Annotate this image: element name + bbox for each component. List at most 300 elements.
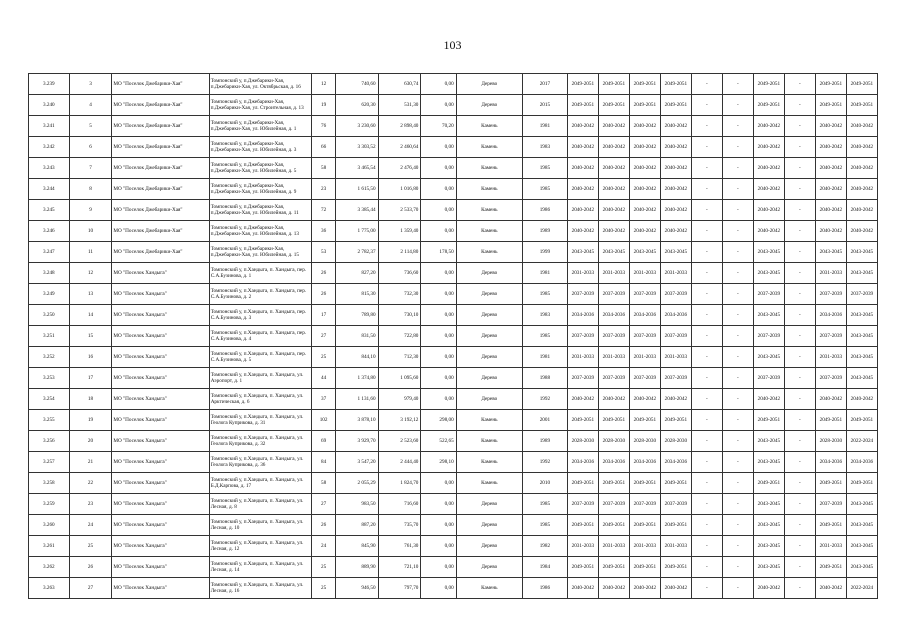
cell-apartments: 84 bbox=[312, 452, 336, 473]
cell-municipality: МО "Поселок Хандыга" bbox=[112, 578, 209, 599]
cell-work-9: 2031-2033 bbox=[815, 536, 846, 557]
cell-municipality: МО "Поселок Хандыга" bbox=[112, 473, 209, 494]
cell-work-6: - bbox=[722, 431, 753, 452]
cell-work-7: 2040-2042 bbox=[753, 578, 784, 599]
cell-work-8: - bbox=[784, 494, 815, 515]
cell-apartments: 37 bbox=[312, 389, 336, 410]
cell-work-4: 2037-2039 bbox=[660, 326, 691, 347]
cell-work-8: - bbox=[784, 452, 815, 473]
cell-work-1: 2049-2051 bbox=[567, 95, 598, 116]
cell-living-area: 1 824,70 bbox=[378, 473, 421, 494]
cell-year-built: 1985 bbox=[522, 515, 567, 536]
cell-municipality: МО "Поселок Хандыга" bbox=[112, 347, 209, 368]
cell-work-8: - bbox=[784, 200, 815, 221]
cell-work-10: 2043-2045 bbox=[846, 536, 877, 557]
cell-work-9: 2034-2036 bbox=[815, 305, 846, 326]
cell-wall-material: Камень bbox=[456, 410, 522, 431]
cell-work-9: 2040-2042 bbox=[815, 116, 846, 137]
cell-apartments: 69 bbox=[312, 431, 336, 452]
cell-year-built: 2015 bbox=[522, 95, 567, 116]
cell-work-5: - bbox=[691, 284, 722, 305]
cell-work-6: - bbox=[722, 200, 753, 221]
cell-row-number: 25 bbox=[69, 536, 112, 557]
table-row bbox=[29, 116, 878, 137]
cell-address: Томпонский у, п.Хандыга, п. Хандыга, пер. С.А.Бузинова, д. 2 bbox=[209, 284, 312, 305]
cell-work-8: - bbox=[784, 431, 815, 452]
cell-work-4: 2031-2033 bbox=[660, 536, 691, 557]
cell-living-area: 716,60 bbox=[378, 494, 421, 515]
cell-work-1: 2037-2039 bbox=[567, 494, 598, 515]
cell-work-2: 2028-2030 bbox=[598, 431, 629, 452]
cell-row-id: 3.260 bbox=[29, 515, 70, 536]
cell-row-id: 3.249 bbox=[29, 284, 70, 305]
cell-row-number: 20 bbox=[69, 431, 112, 452]
cell-nonresidential-area: 0,00 bbox=[421, 494, 456, 515]
cell-work-3: 2049-2051 bbox=[629, 410, 660, 431]
cell-work-1: 2040-2042 bbox=[567, 116, 598, 137]
cell-nonresidential-area: 70,20 bbox=[421, 116, 456, 137]
cell-apartments: 72 bbox=[312, 200, 336, 221]
cell-wall-material: Дерево bbox=[456, 557, 522, 578]
cell-work-2: 2034-2036 bbox=[598, 305, 629, 326]
cell-apartments: 36 bbox=[312, 221, 336, 242]
cell-row-number: 26 bbox=[69, 557, 112, 578]
cell-apartments: 12 bbox=[312, 74, 336, 95]
cell-work-7: 2043-2045 bbox=[753, 494, 784, 515]
cell-work-9: 2043-2045 bbox=[815, 242, 846, 263]
cell-work-3: 2040-2042 bbox=[629, 200, 660, 221]
cell-work-2: 2040-2042 bbox=[598, 179, 629, 200]
cell-work-4: 2034-2036 bbox=[660, 452, 691, 473]
cell-work-7: 2043-2045 bbox=[753, 515, 784, 536]
cell-work-9: 2037-2039 bbox=[815, 284, 846, 305]
cell-work-4: 2037-2039 bbox=[660, 368, 691, 389]
cell-apartments: 25 bbox=[312, 578, 336, 599]
cell-municipality: МО "Поселок Хандыга" bbox=[112, 536, 209, 557]
cell-living-area: 2 460,64 bbox=[378, 137, 421, 158]
cell-address: Томпонский у, п.Хандыга, п. Хандыга, ул. Геолога Куприкова, д. 31 bbox=[209, 410, 312, 431]
cell-wall-material: Дерево bbox=[456, 536, 522, 557]
cell-work-9: 2037-2039 bbox=[815, 368, 846, 389]
cell-work-2: 2049-2051 bbox=[598, 74, 629, 95]
cell-living-area: 736,60 bbox=[378, 263, 421, 284]
cell-work-2: 2040-2042 bbox=[598, 389, 629, 410]
page-number: 103 bbox=[443, 38, 462, 52]
cell-total-area: 827,20 bbox=[335, 263, 378, 284]
cell-nonresidential-area: 0,00 bbox=[421, 95, 456, 116]
cell-address: Томпонский у, п.Джебарики-Хая, п.Джебарики-Хая, ул. Юбилейная, д. 9 bbox=[209, 179, 312, 200]
cell-wall-material: Камень bbox=[456, 473, 522, 494]
cell-work-7: 2040-2042 bbox=[753, 200, 784, 221]
cell-work-5: - bbox=[691, 326, 722, 347]
cell-work-4: 2049-2051 bbox=[660, 557, 691, 578]
cell-work-3: 2040-2042 bbox=[629, 137, 660, 158]
cell-apartments: 24 bbox=[312, 536, 336, 557]
cell-wall-material: Камень bbox=[456, 116, 522, 137]
cell-wall-material: Камень bbox=[456, 158, 522, 179]
cell-nonresidential-area: 0,00 bbox=[421, 263, 456, 284]
cell-work-8: - bbox=[784, 578, 815, 599]
cell-work-3: 2043-2045 bbox=[629, 242, 660, 263]
cell-year-built: 1985 bbox=[522, 179, 567, 200]
cell-work-8: - bbox=[784, 368, 815, 389]
cell-work-6: - bbox=[722, 347, 753, 368]
cell-work-10: 2049-2051 bbox=[846, 74, 877, 95]
cell-work-3: 2040-2042 bbox=[629, 389, 660, 410]
cell-work-5: - bbox=[691, 410, 722, 431]
cell-work-7: 2043-2045 bbox=[753, 242, 784, 263]
cell-apartments: 17 bbox=[312, 305, 336, 326]
cell-nonresidential-area: 0,00 bbox=[421, 326, 456, 347]
cell-work-4: 2040-2042 bbox=[660, 200, 691, 221]
cell-work-9: 2037-2039 bbox=[815, 494, 846, 515]
cell-nonresidential-area: 298,00 bbox=[421, 410, 456, 431]
cell-work-7: 2043-2045 bbox=[753, 305, 784, 326]
cell-address: Томпонский у, п.Джебарики-Хая, п.Джебарики-Хая, ул. Юбилейная, д. 11 bbox=[209, 200, 312, 221]
cell-wall-material: Дерево bbox=[456, 368, 522, 389]
cell-work-5: - bbox=[691, 431, 722, 452]
cell-work-6: - bbox=[722, 221, 753, 242]
cell-work-10: 2040-2042 bbox=[846, 221, 877, 242]
cell-row-id: 3.261 bbox=[29, 536, 70, 557]
table-row bbox=[29, 242, 878, 263]
cell-work-1: 2040-2042 bbox=[567, 200, 598, 221]
cell-total-area: 2 055,29 bbox=[335, 473, 378, 494]
cell-work-9: 2040-2042 bbox=[815, 137, 846, 158]
cell-wall-material: Дерево bbox=[456, 263, 522, 284]
cell-total-area: 1 775,00 bbox=[335, 221, 378, 242]
cell-apartments: 76 bbox=[312, 116, 336, 137]
cell-work-10: 2043-2045 bbox=[846, 368, 877, 389]
table-row bbox=[29, 95, 878, 116]
cell-total-area: 815,30 bbox=[335, 284, 378, 305]
cell-address: Томпонский у, п.Джебарики-Хая, п.Джебарики-Хая, ул. Строительная, д. 13 bbox=[209, 95, 312, 116]
cell-total-area: 3 929,70 bbox=[335, 431, 378, 452]
cell-row-number: 6 bbox=[69, 137, 112, 158]
cell-work-4: 2040-2042 bbox=[660, 137, 691, 158]
cell-work-9: 2049-2051 bbox=[815, 557, 846, 578]
cell-work-1: 2040-2042 bbox=[567, 578, 598, 599]
cell-row-id: 3.252 bbox=[29, 347, 70, 368]
cell-address: Томпонский у, п.Хандыга, п. Хандыга, ул. Геолога Куприкова, д. 36 bbox=[209, 452, 312, 473]
cell-row-id: 3.242 bbox=[29, 137, 70, 158]
cell-work-4: 2034-2036 bbox=[660, 305, 691, 326]
table-row bbox=[29, 452, 878, 473]
cell-wall-material: Камень bbox=[456, 452, 522, 473]
cell-nonresidential-area: 522,65 bbox=[421, 431, 456, 452]
cell-work-4: 2040-2042 bbox=[660, 158, 691, 179]
cell-row-id: 3.251 bbox=[29, 326, 70, 347]
cell-total-area: 740,60 bbox=[335, 74, 378, 95]
cell-row-number: 5 bbox=[69, 116, 112, 137]
cell-municipality: МО "Поселок Хандыга" bbox=[112, 515, 209, 536]
cell-work-5: - bbox=[691, 347, 722, 368]
cell-address: Томпонский у, п.Хандыга, п. Хандыга, ул. Лесная, д. 8 bbox=[209, 494, 312, 515]
cell-work-5: - bbox=[691, 242, 722, 263]
cell-work-5: - bbox=[691, 137, 722, 158]
table-row bbox=[29, 557, 878, 578]
cell-work-6: - bbox=[722, 326, 753, 347]
cell-year-built: 2010 bbox=[522, 473, 567, 494]
cell-nonresidential-area: 0,00 bbox=[421, 284, 456, 305]
cell-work-10: 2049-2051 bbox=[846, 410, 877, 431]
cell-work-5: - bbox=[691, 221, 722, 242]
cell-work-8: - bbox=[784, 263, 815, 284]
cell-row-id: 3.239 bbox=[29, 74, 70, 95]
cell-row-number: 12 bbox=[69, 263, 112, 284]
cell-row-number: 3 bbox=[69, 74, 112, 95]
cell-municipality: МО "Поселок Хандыга" bbox=[112, 389, 209, 410]
cell-work-5: - bbox=[691, 305, 722, 326]
cell-year-built: 1992 bbox=[522, 452, 567, 473]
cell-year-built: 2001 bbox=[522, 410, 567, 431]
cell-municipality: МО "Поселок Хандыга" bbox=[112, 452, 209, 473]
cell-work-1: 2037-2039 bbox=[567, 284, 598, 305]
table-row bbox=[29, 305, 878, 326]
cell-work-5: - bbox=[691, 473, 722, 494]
cell-work-5: - bbox=[691, 263, 722, 284]
cell-year-built: 1981 bbox=[522, 116, 567, 137]
cell-nonresidential-area: 0,00 bbox=[421, 536, 456, 557]
cell-total-area: 3 385,44 bbox=[335, 200, 378, 221]
cell-work-4: 2049-2051 bbox=[660, 515, 691, 536]
cell-row-number: 9 bbox=[69, 200, 112, 221]
cell-work-7: 2043-2045 bbox=[753, 557, 784, 578]
cell-living-area: 1 095,60 bbox=[378, 368, 421, 389]
cell-work-3: 2049-2051 bbox=[629, 473, 660, 494]
cell-work-2: 2037-2039 bbox=[598, 494, 629, 515]
cell-nonresidential-area: 0,00 bbox=[421, 473, 456, 494]
cell-municipality: МО "Поселок Хандыга" bbox=[112, 284, 209, 305]
cell-work-10: 2022-2024 bbox=[846, 578, 877, 599]
cell-work-3: 2037-2039 bbox=[629, 368, 660, 389]
cell-work-4: 2037-2039 bbox=[660, 284, 691, 305]
cell-work-2: 2031-2033 bbox=[598, 263, 629, 284]
cell-work-1: 2037-2039 bbox=[567, 326, 598, 347]
cell-wall-material: Дерево bbox=[456, 347, 522, 368]
cell-apartments: 25 bbox=[312, 347, 336, 368]
cell-row-number: 19 bbox=[69, 410, 112, 431]
cell-work-6: - bbox=[722, 263, 753, 284]
cell-work-3: 2040-2042 bbox=[629, 578, 660, 599]
cell-work-9: 2049-2051 bbox=[815, 410, 846, 431]
cell-row-id: 3.241 bbox=[29, 116, 70, 137]
cell-year-built: 1984 bbox=[522, 557, 567, 578]
cell-row-id: 3.263 bbox=[29, 578, 70, 599]
cell-total-area: 831,50 bbox=[335, 326, 378, 347]
cell-work-4: 2049-2051 bbox=[660, 95, 691, 116]
cell-apartments: 27 bbox=[312, 326, 336, 347]
cell-living-area: 797,70 bbox=[378, 578, 421, 599]
cell-work-3: 2049-2051 bbox=[629, 74, 660, 95]
cell-year-built: 1985 bbox=[522, 326, 567, 347]
cell-nonresidential-area: 0,00 bbox=[421, 74, 456, 95]
cell-work-4: 2049-2051 bbox=[660, 473, 691, 494]
cell-work-3: 2031-2033 bbox=[629, 347, 660, 368]
cell-year-built: 1985 bbox=[522, 158, 567, 179]
cell-work-10: 2022-2024 bbox=[846, 431, 877, 452]
cell-work-3: 2034-2036 bbox=[629, 305, 660, 326]
cell-work-5: - bbox=[691, 179, 722, 200]
cell-address: Томпонский у, п.Хандыга, п. Хандыга, ул. Б.Д.Карпова, д. 17 bbox=[209, 473, 312, 494]
cell-work-9: 2031-2033 bbox=[815, 263, 846, 284]
table-row bbox=[29, 284, 878, 305]
table-row bbox=[29, 200, 878, 221]
cell-work-2: 2040-2042 bbox=[598, 578, 629, 599]
cell-nonresidential-area: 178,50 bbox=[421, 242, 456, 263]
cell-work-1: 2049-2051 bbox=[567, 74, 598, 95]
table-row bbox=[29, 473, 878, 494]
cell-work-7: 2037-2039 bbox=[753, 284, 784, 305]
cell-year-built: 1983 bbox=[522, 137, 567, 158]
cell-row-id: 3.255 bbox=[29, 410, 70, 431]
cell-nonresidential-area: 0,00 bbox=[421, 179, 456, 200]
cell-year-built: 1981 bbox=[522, 347, 567, 368]
cell-living-area: 531,30 bbox=[378, 95, 421, 116]
cell-municipality: МО "Поселок Джебарики-Хая" bbox=[112, 74, 209, 95]
cell-living-area: 3 192,12 bbox=[378, 410, 421, 431]
cell-address: Томпонский у, п.Джебарики-Хая, п.Джебарики-Хая, ул. Юбилейная, д. 13 bbox=[209, 221, 312, 242]
cell-work-10: 2043-2045 bbox=[846, 242, 877, 263]
cell-nonresidential-area: 0,00 bbox=[421, 389, 456, 410]
cell-nonresidential-area: 0,00 bbox=[421, 137, 456, 158]
cell-work-3: 2037-2039 bbox=[629, 326, 660, 347]
cell-work-2: 2040-2042 bbox=[598, 158, 629, 179]
cell-work-7: 2049-2051 bbox=[753, 410, 784, 431]
cell-work-4: 2049-2051 bbox=[660, 410, 691, 431]
cell-work-9: 2040-2042 bbox=[815, 389, 846, 410]
cell-work-9: 2040-2042 bbox=[815, 221, 846, 242]
cell-work-1: 2049-2051 bbox=[567, 557, 598, 578]
table-row bbox=[29, 221, 878, 242]
cell-work-1: 2034-2036 bbox=[567, 305, 598, 326]
cell-wall-material: Дерево bbox=[456, 284, 522, 305]
cell-apartments: 26 bbox=[312, 284, 336, 305]
cell-nonresidential-area: 0,00 bbox=[421, 200, 456, 221]
cell-municipality: МО "Поселок Хандыга" bbox=[112, 431, 209, 452]
cell-row-number: 16 bbox=[69, 347, 112, 368]
cell-row-id: 3.259 bbox=[29, 494, 70, 515]
table-row bbox=[29, 410, 878, 431]
cell-work-6: - bbox=[722, 494, 753, 515]
cell-address: Томпонский у, п.Джебарики-Хая, п.Джебарики-Хая, ул. Юбилейная, д. 5 bbox=[209, 158, 312, 179]
cell-living-area: 2 476,40 bbox=[378, 158, 421, 179]
cell-row-id: 3.247 bbox=[29, 242, 70, 263]
cell-year-built: 1986 bbox=[522, 200, 567, 221]
cell-living-area: 979,40 bbox=[378, 389, 421, 410]
cell-work-5: - bbox=[691, 578, 722, 599]
cell-work-3: 2040-2042 bbox=[629, 116, 660, 137]
cell-total-area: 3 547,20 bbox=[335, 452, 378, 473]
cell-nonresidential-area: 0,00 bbox=[421, 368, 456, 389]
cell-address: Томпонский у, п.Хандыга, п. Хандыга, пер. С.А.Бузинова, д. 1 bbox=[209, 263, 312, 284]
table-row bbox=[29, 137, 878, 158]
cell-year-built: 1986 bbox=[522, 578, 567, 599]
table-row bbox=[29, 494, 878, 515]
cell-work-2: 2049-2051 bbox=[598, 410, 629, 431]
cell-total-area: 3 230,60 bbox=[335, 116, 378, 137]
cell-work-6: - bbox=[722, 410, 753, 431]
cell-work-10: 2034-2036 bbox=[846, 452, 877, 473]
cell-work-8: - bbox=[784, 389, 815, 410]
cell-work-2: 2049-2051 bbox=[598, 557, 629, 578]
cell-work-10: 2043-2045 bbox=[846, 326, 877, 347]
cell-work-6: - bbox=[722, 137, 753, 158]
cell-work-1: 2049-2051 bbox=[567, 515, 598, 536]
cell-nonresidential-area: 0,00 bbox=[421, 515, 456, 536]
cell-year-built: 1982 bbox=[522, 536, 567, 557]
cell-work-10: 2040-2042 bbox=[846, 158, 877, 179]
cell-municipality: МО "Поселок Хандыга" bbox=[112, 368, 209, 389]
cell-work-3: 2034-2036 bbox=[629, 452, 660, 473]
cell-work-1: 2040-2042 bbox=[567, 389, 598, 410]
cell-row-id: 3.250 bbox=[29, 305, 70, 326]
cell-work-10: 2040-2042 bbox=[846, 389, 877, 410]
cell-address: Томпонский у, п.Хандыга, п. Хандыга, ул. Аэропорт, д. 1 bbox=[209, 368, 312, 389]
cell-work-2: 2043-2045 bbox=[598, 242, 629, 263]
table-row bbox=[29, 515, 878, 536]
cell-municipality: МО "Поселок Джебарики-Хая" bbox=[112, 95, 209, 116]
cell-work-7: 2040-2042 bbox=[753, 221, 784, 242]
cell-total-area: 3 465,54 bbox=[335, 158, 378, 179]
cell-apartments: 26 bbox=[312, 263, 336, 284]
cell-work-2: 2040-2042 bbox=[598, 116, 629, 137]
cell-row-id: 3.256 bbox=[29, 431, 70, 452]
cell-work-8: - bbox=[784, 158, 815, 179]
cell-total-area: 887,20 bbox=[335, 515, 378, 536]
cell-total-area: 844,10 bbox=[335, 347, 378, 368]
cell-row-id: 3.245 bbox=[29, 200, 70, 221]
cell-municipality: МО "Поселок Джебарики-Хая" bbox=[112, 158, 209, 179]
cell-row-id: 3.257 bbox=[29, 452, 70, 473]
cell-address: Томпонский у, п.Хандыга, п. Хандыга, ул. Лесная, д. 12 bbox=[209, 536, 312, 557]
cell-municipality: МО "Поселок Хандыга" bbox=[112, 410, 209, 431]
table-row bbox=[29, 368, 878, 389]
cell-work-1: 2049-2051 bbox=[567, 473, 598, 494]
cell-work-10: 2040-2042 bbox=[846, 116, 877, 137]
cell-row-number: 8 bbox=[69, 179, 112, 200]
cell-work-6: - bbox=[722, 74, 753, 95]
cell-work-3: 2049-2051 bbox=[629, 515, 660, 536]
cell-work-4: 2040-2042 bbox=[660, 578, 691, 599]
cell-municipality: МО "Поселок Хандыга" bbox=[112, 326, 209, 347]
cell-apartments: 58 bbox=[312, 158, 336, 179]
cell-total-area: 1 374,80 bbox=[335, 368, 378, 389]
cell-living-area: 712,30 bbox=[378, 347, 421, 368]
cell-work-6: - bbox=[722, 578, 753, 599]
cell-municipality: МО "Поселок Джебарики-Хая" bbox=[112, 137, 209, 158]
cell-work-4: 2040-2042 bbox=[660, 179, 691, 200]
cell-work-6: - bbox=[722, 158, 753, 179]
table-row bbox=[29, 263, 878, 284]
cell-total-area: 2 782,37 bbox=[335, 242, 378, 263]
cell-address: Томпонский у, п.Хандыга, п. Хандыга, пер. С.А.Бузинова, д. 3 bbox=[209, 305, 312, 326]
cell-work-7: 2049-2051 bbox=[753, 473, 784, 494]
housing-table bbox=[28, 73, 878, 599]
cell-year-built: 1989 bbox=[522, 221, 567, 242]
cell-total-area: 983,50 bbox=[335, 494, 378, 515]
cell-work-6: - bbox=[722, 452, 753, 473]
cell-total-area: 3 878,10 bbox=[335, 410, 378, 431]
cell-work-8: - bbox=[784, 326, 815, 347]
cell-address: Томпонский у, п.Джебарики-Хая, п.Джебарики-Хая, ул. Октябрьская, д. 16 bbox=[209, 74, 312, 95]
cell-work-5: - bbox=[691, 389, 722, 410]
cell-work-1: 2031-2033 bbox=[567, 347, 598, 368]
cell-wall-material: Дерево bbox=[456, 389, 522, 410]
cell-nonresidential-area: 0,00 bbox=[421, 347, 456, 368]
cell-nonresidential-area: 0,00 bbox=[421, 221, 456, 242]
table-row bbox=[29, 347, 878, 368]
